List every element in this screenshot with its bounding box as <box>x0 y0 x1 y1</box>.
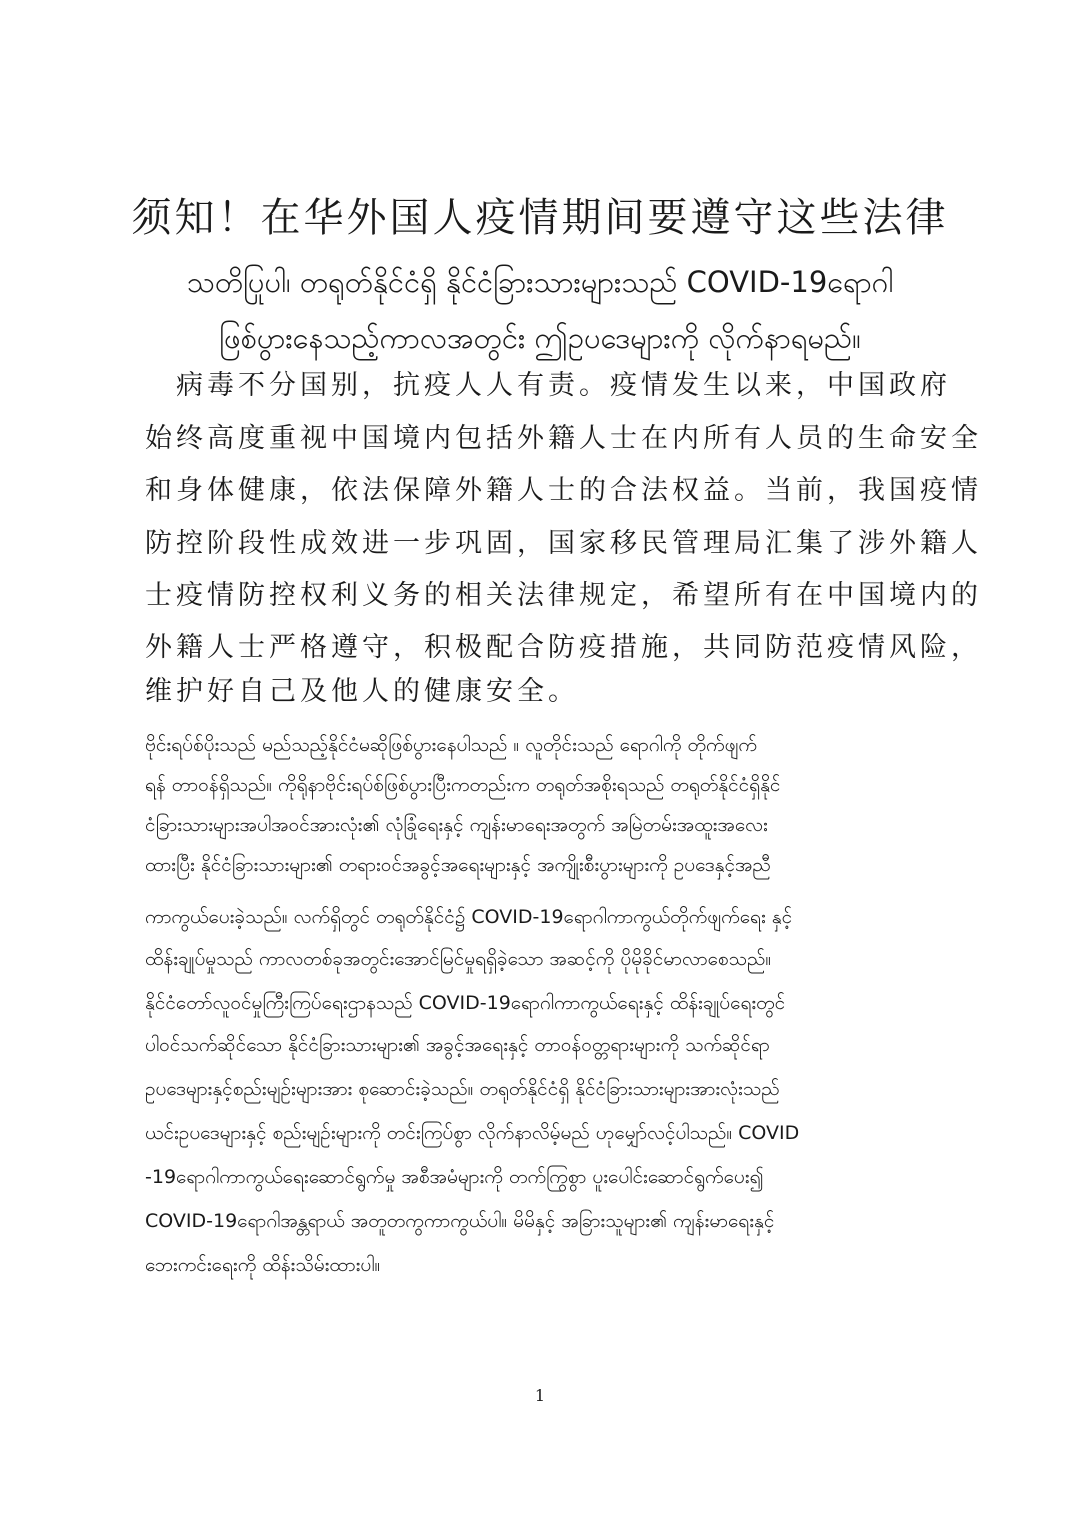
chinese-paragraph-line: 始终高度重视中国境内包括外籍人士在内所有人员的生命安全 <box>145 423 982 454</box>
burmese-paragraph-line: ပါဝင်သက်ဆိုင်သော နိုင်ငံခြားသားများ၏ အခွင့်အရေးနှင့် တာဝန်ဝတ္တရားများကို သက်ဆိုင်ရာ <box>145 1034 770 1056</box>
burmese-paragraph-line: ရန် တာဝန်ရှိသည်။ ကိုရိုနာဗိုင်းရပ်စ်ဖြစ်ပွားပြီးကတည်းက တရုတ်အစိုးရသည် တရုတ်နိုင်ငံရှိနိုင် <box>145 774 781 796</box>
burmese-paragraph-line: ဥပဒေများနှင့်စည်းမျဉ်းများအား စုဆောင်းခဲ့သည်။ တရုတ်နိုင်ငံရှိ နိုင်ငံခြားသားများအားလုံးသည် <box>145 1078 780 1100</box>
burmese-paragraph-line: ထားပြီး နိုင်ငံခြားသားများ၏ တရားဝင်အခွင့်အရေးများနှင့် အကျိုးစီးပွားများကို ဥပဒေနှင့်အညီ <box>145 854 771 876</box>
chinese-paragraph-line: 病毒不分国别，抗疫人人有责。疫情发生以来，中国政府 <box>145 370 951 401</box>
burmese-paragraph-line: နိုင်ငံတော်လူဝင်မှုကြီးကြပ်ရေးဌာနသည် COVID-19ရောဂါကာကွယ်ရေးနှင့် ထိန်းချုပ်ရေးတွင် <box>145 992 786 1014</box>
burmese-paragraph-line: ဘေးကင်းရေးကို ထိန်းသိမ်းထားပါ။ <box>145 1254 381 1276</box>
burmese-paragraph-line: COVID-19ရောဂါအန္တရာယ် အတူတကွကာကွယ်ပါ။ မိမိနှင့် အခြားသူများ၏ ကျန်းမာရေးနှင့် <box>145 1210 775 1232</box>
document-title-burmese-line-2: ဖြစ်ပွားနေသည့်ကာလအတွင်း ဤဥပဒေများကို လိုက်နာရမည်။ <box>219 321 861 355</box>
document-title-chinese: 须知！在华外国人疫情期间要遵守这些法律 <box>131 195 949 241</box>
burmese-paragraph-line: ထိန်းချုပ်မှုသည် ကာလတစ်ခုအတွင်းအောင်မြင်မှုရရှိခဲ့သော အဆင့်ကို ပိုမိုခိုင်မာလာစေသည်။ <box>145 948 772 970</box>
chinese-paragraph-line: 士疫情防控权利义务的相关法律规定，希望所有在中国境内的 <box>145 580 982 611</box>
burmese-paragraph-line: ယင်းဥပဒေများနှင့် စည်းမျဉ်းများကို တင်းကြပ်စွာ လိုက်နာလိမ့်မည် ဟုမျှော်လင့်ပါသည်။ COVID <box>145 1122 800 1144</box>
burmese-paragraph-line: ငံခြားသားများအပါအဝင်အားလုံး၏ လုံခြုံရေးနှင့် ကျန်းမာရေးအတွက် အမြဲတမ်းအထူးအလေး <box>145 814 768 836</box>
chinese-paragraph-line: 防控阶段性成效进一步巩固，国家移民管理局汇集了涉外籍人 <box>145 528 982 559</box>
burmese-paragraph-line: -19ရောဂါကာကွယ်ရေးဆောင်ရွက်မှု အစီအမံများကို တက်ကြွစွာ ပူးပေါင်းဆောင်ရွက်ပေး၍ <box>145 1166 764 1188</box>
document-title-burmese-line-1: သတိပြုပါ၊ တရုတ်နိုင်ငံရှိ နိုင်ငံခြားသားများသည် COVID-19ရောဂါ <box>186 265 894 299</box>
chinese-paragraph-line: 外籍人士严格遵守，积极配合防疫措施，共同防范疫情风险， <box>145 632 982 663</box>
page-number: 1 <box>534 1386 546 1405</box>
burmese-paragraph-line: ဗိုင်းရပ်စ်ပိုးသည် မည်သည့်နိုင်ငံမဆိုဖြစ်ပွားနေပါသည် ။ လူတိုင်းသည် ရောဂါကို တိုက်ဖျက် <box>145 734 758 756</box>
chinese-paragraph-line: 维护好自己及他人的健康安全。 <box>145 676 579 707</box>
chinese-paragraph-line: 和身体健康，依法保障外籍人士的合法权益。当前，我国疫情 <box>145 475 982 506</box>
burmese-paragraph-line: ကာကွယ်ပေးခဲ့သည်။ လက်ရှိတွင် တရုတ်နိုင်ငံ၌ COVID-19ရောဂါကာကွယ်တိုက်ဖျက်ရေး နှင့် <box>145 906 793 928</box>
